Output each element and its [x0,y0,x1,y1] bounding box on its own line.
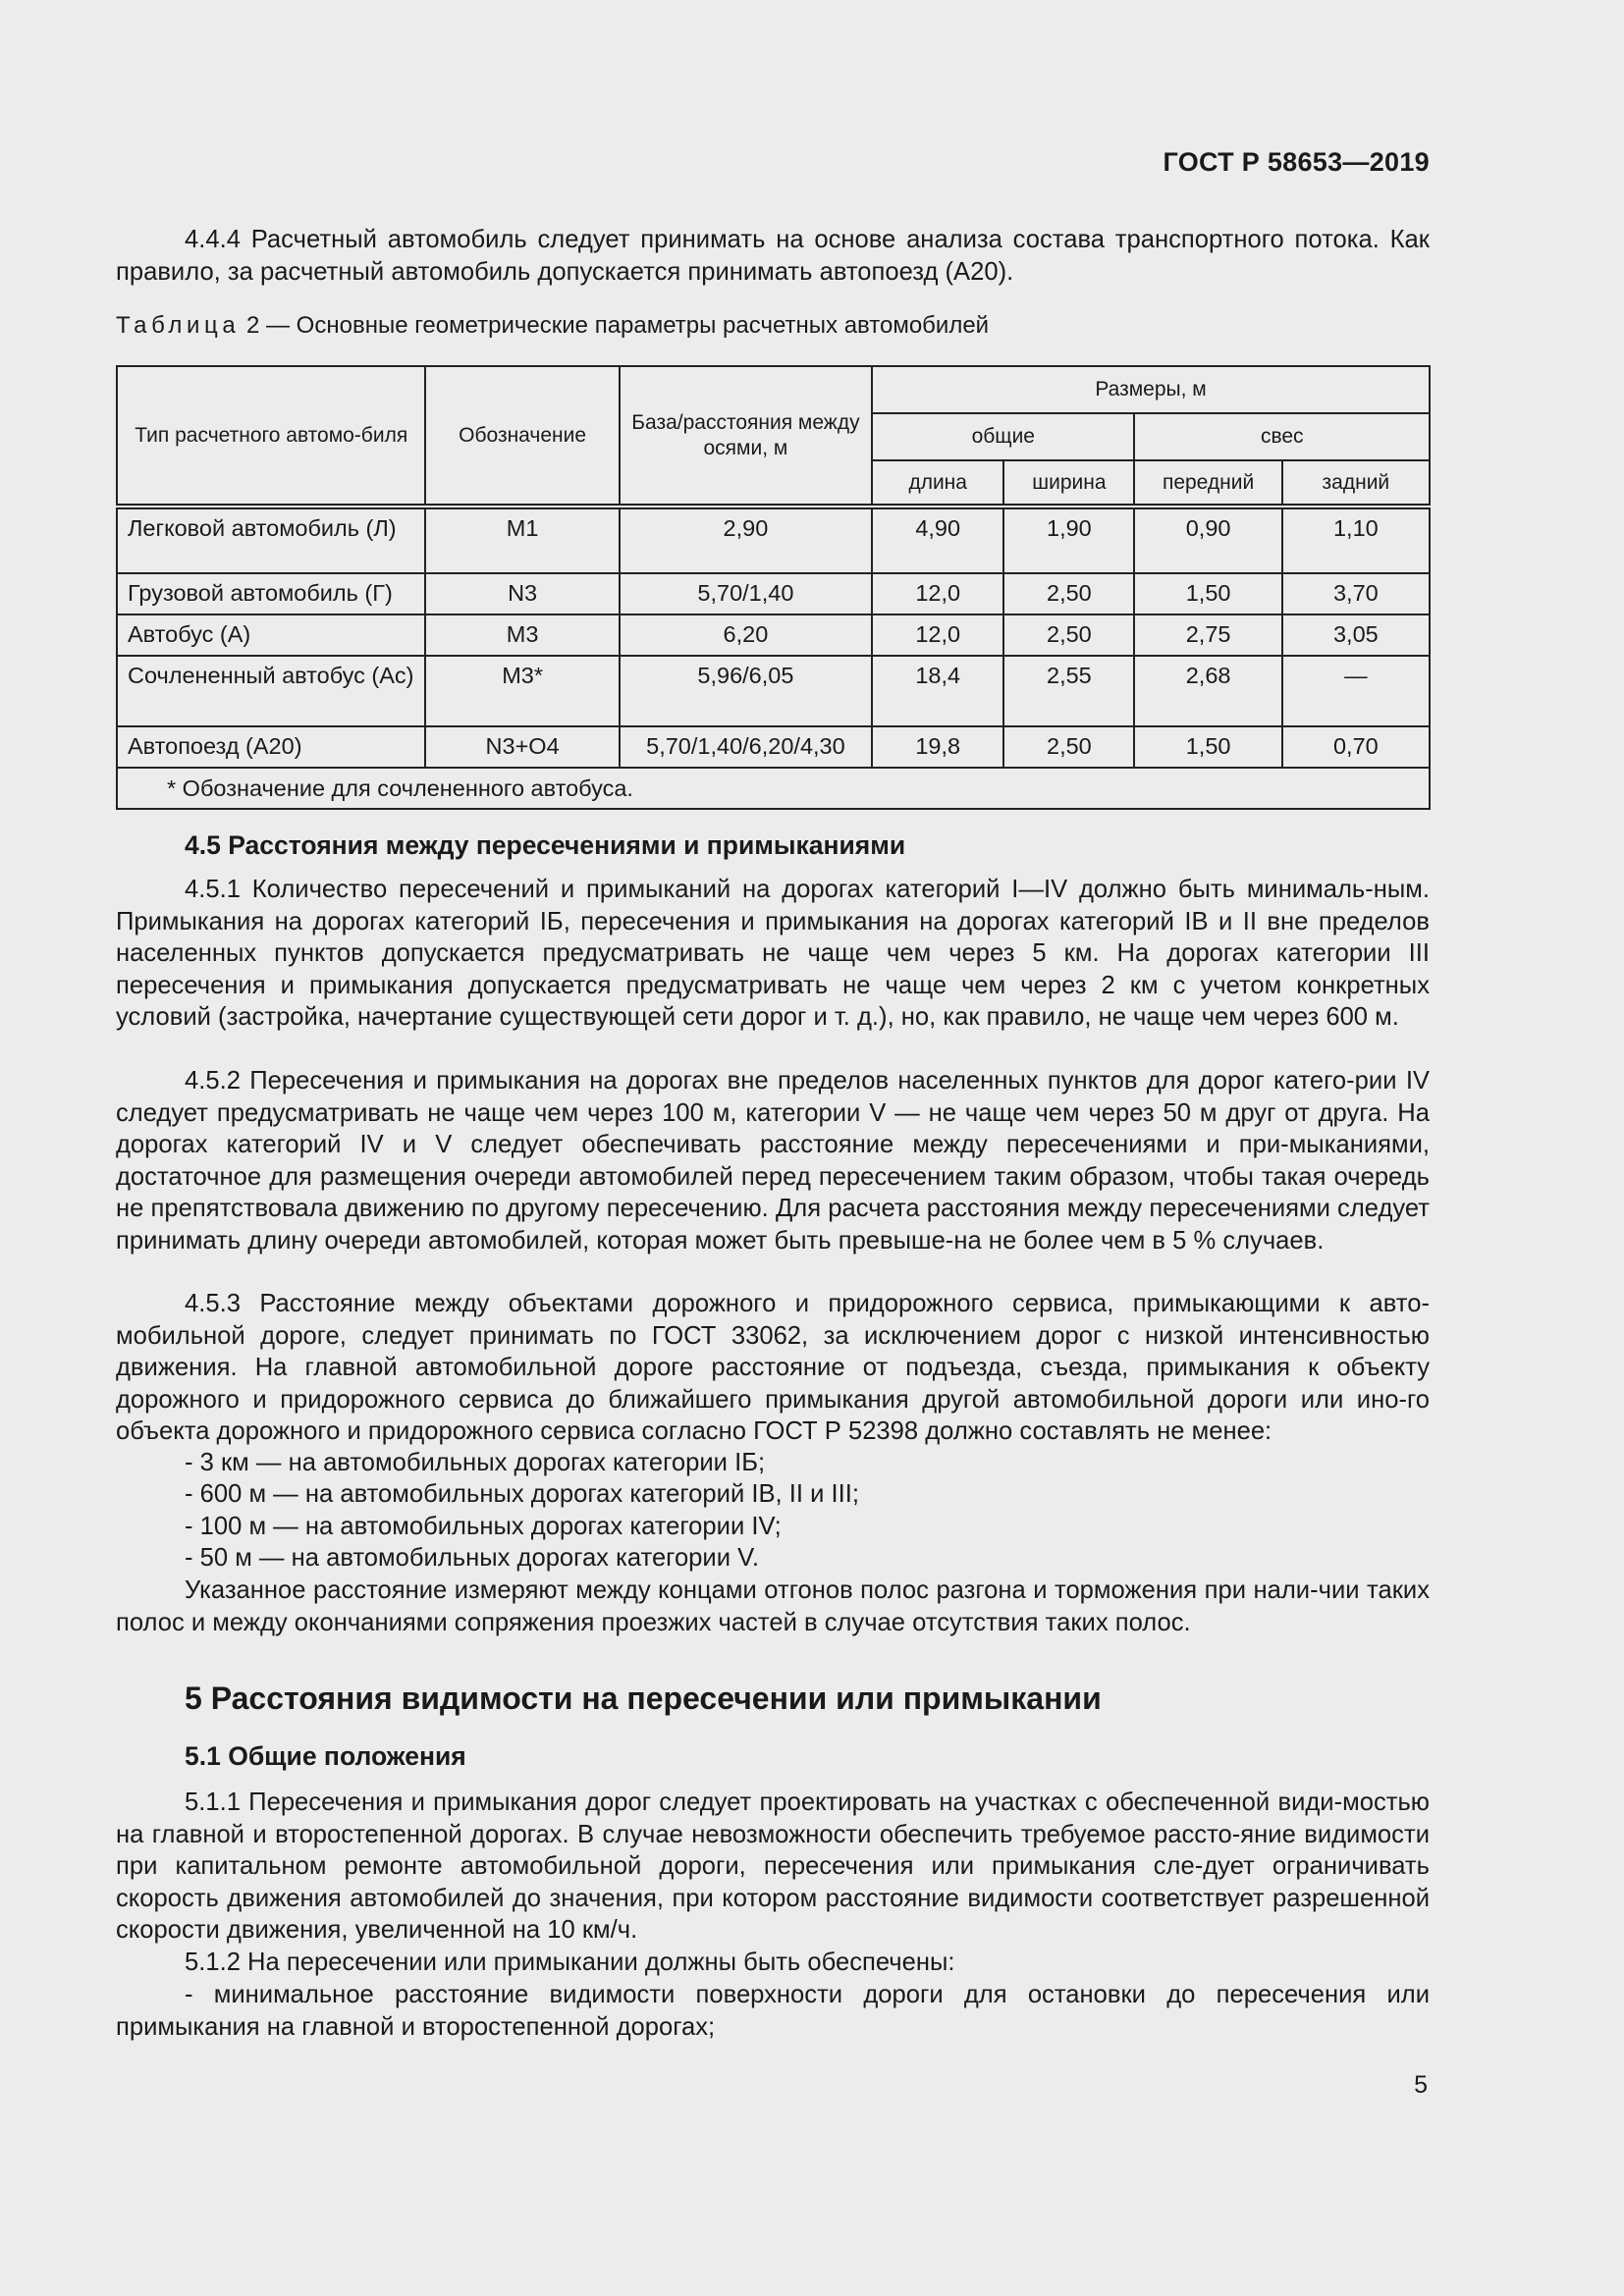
col-header-type: Тип расчетного автомо-биля [117,366,425,507]
cell-width: 2,55 [1003,656,1134,726]
cell-designation: М1 [425,507,619,573]
cell-base: 5,70/1,40 [620,573,872,614]
cell-rear: 3,70 [1282,573,1430,614]
col-header-designation: Обозначение [425,366,619,507]
cell-length: 19,8 [872,726,1003,768]
cell-base: 5,96/6,05 [620,656,872,726]
cell-front: 1,50 [1134,573,1281,614]
cell-base: 5,70/1,40/6,20/4,30 [620,726,872,768]
cell-type: Автопоезд (А20) [117,726,425,768]
cell-designation: N3+O4 [425,726,619,768]
table-caption-word: Таблица [116,312,241,339]
cell-designation: М3* [425,656,619,726]
cell-base: 6,20 [620,614,872,656]
table-row [117,726,1430,768]
cell-length: 18,4 [872,656,1003,726]
paragraph-5-1-1: 5.1.1 Пересечения и примыкания дорог следует проектировать на участках с обеспеченной види-мостью на главной и второстепенной дорогах. В случае невозможности обеспечить требуемое рассто-яние видимости при капитальном ремонте автомобильной дороги, пересечения или примыкания сле-дует ограничивать скорость движения автомобилей до значения, при котором расстояние видимости соответствует разрешенной скорости движения, увеличенной на 10 км/ч. [116,1789,1430,1944]
table-caption [116,312,989,340]
cell-width: 2,50 [1003,573,1134,614]
paragraph-4-5-3: 4.5.3 Расстояние между объектами дорожного и придорожного сервиса, примыкающими к авто-мобильной дороге, следует принимать по ГОСТ 33062, за исключением дорог с низкой интенсивностью движения. На главной автомобильной дороге расстояние от подъезда, съезда, примыкания к объекту дорожного и придорожного сервиса до ближайшего примыкания другой автомобильной дороги или ино-го объекта дорожного и придорожного сервиса согласно ГОСТ Р 52398 должно составлять не менее: [116,1290,1430,1445]
col-header-sizes: Размеры, м [872,366,1430,413]
col-header-overhang: свес [1134,413,1430,460]
cell-base: 2,90 [620,507,872,573]
list-item: - 3 км — на автомобильных дорогах категории IБ; [185,1449,766,1476]
table-caption-text: 2 — Основные геометрические параметры расчетных автомобилей [245,312,990,339]
section-5-1-title: 5.1 Общие положения [185,1741,466,1771]
cell-length: 4,90 [872,507,1003,573]
document-code: ГОСТ Р 58653—2019 [1163,147,1430,177]
vehicle-parameters-table [116,365,1431,810]
cell-rear: 1,10 [1282,507,1430,573]
col-header-base: База/расстояния между осями, м [620,366,872,507]
paragraph-4-5-2: 4.5.2 Пересечения и примыкания на дорогах вне пределов населенных пунктов для дорог катего-рии IV следует предусматривать не чаще чем через 100 м, категории V — не чаще чем через 50 м друг от друга. На дорогах категорий IV и V следует обеспечивать расстояние между пересечениями и при-мыканиями, достаточное для размещения очереди автомобилей перед пересечением таким образом, чтобы такая очередь не препятствовала движению по другому пересечению. Для расчета расстояния между пересечениями следует принимать длину очереди автомобилей, которая может быть превыше-на не более чем в 5 % случаев. [116,1067,1430,1255]
table-row [117,573,1430,614]
cell-front: 2,68 [1134,656,1281,726]
list-item: - 100 м — на автомобильных дорогах категории IV; [185,1513,782,1540]
cell-type: Легковой автомобиль (Л) [117,507,425,573]
table-row [117,507,1430,573]
cell-rear: 3,05 [1282,614,1430,656]
cell-rear: — [1282,656,1430,726]
paragraph-4-5-3-tail: Указанное расстояние измеряют между концами отгонов полос разгона и торможения при нали-чии таких полос и между окончаниями сопряжения проезжих частей в случае отсутствия таких полос. [116,1576,1430,1636]
cell-width: 1,90 [1003,507,1134,573]
cell-front: 2,75 [1134,614,1281,656]
list-item: - 600 м — на автомобильных дорогах категорий IВ, II и III; [185,1480,859,1508]
paragraph-5-1-2-item: - минимальное расстояние видимости поверхности дороги для остановки до пересечения или примыкания на главной и второстепенной дорогах; [116,1981,1430,2041]
cell-front: 1,50 [1134,726,1281,768]
cell-designation: N3 [425,573,619,614]
cell-front: 0,90 [1134,507,1281,573]
cell-length: 12,0 [872,614,1003,656]
cell-width: 2,50 [1003,614,1134,656]
col-header-length: длина [872,460,1003,507]
cell-rear: 0,70 [1282,726,1430,768]
list-item: - 50 м — на автомобильных дорогах категории V. [185,1544,759,1572]
col-header-front: передний [1134,460,1281,507]
paragraph-4-5-1: 4.5.1 Количество пересечений и примыканий на дорогах категорий I—IV должно быть минималь-ным. Примыкания на дорогах категорий IБ, пересечения и примыкания на дорогах категорий IВ и II вне пределов населенных пунктов допускается предусматривать не чаще чем через 5 км. На дорогах категории III пересечения и примыкания допускается предусматривать не чаще чем через 2 км с учетом конкретных условий (застройка, начертание существующей сети дорог и т. д.), но, как правило, не чаще чем через 600 м. [116,876,1430,1031]
section-5-title: 5 Расстояния видимости на пересечении или примыкании [185,1681,1102,1716]
col-header-general: общие [872,413,1134,460]
cell-width: 2,50 [1003,726,1134,768]
cell-type: Сочлененный автобус (Ас) [117,656,425,726]
table-row [117,656,1430,726]
paragraph-5-1-2: 5.1.2 На пересечении или примыкании должны быть обеспечены: [185,1949,955,1976]
section-4-5-title: 4.5 Расстояния между пересечениями и примыканиями [185,830,906,860]
cell-type: Автобус (А) [117,614,425,656]
cell-length: 12,0 [872,573,1003,614]
paragraph-4-4-4: 4.4.4 Расчетный автомобиль следует принимать на основе анализа состава транспортного потока. Как правило, за расчетный автомобиль допускается принимать автопоезд (А20). [116,226,1430,286]
cell-designation: М3 [425,614,619,656]
page-number: 5 [1414,2071,1428,2099]
cell-type: Грузовой автомобиль (Г) [117,573,425,614]
table-footnote: * Обозначение для сочлененного автобуса. [117,768,1430,809]
col-header-width: ширина [1003,460,1134,507]
table-row [117,614,1430,656]
table-footnote-row [117,768,1430,809]
col-header-rear: задний [1282,460,1430,507]
